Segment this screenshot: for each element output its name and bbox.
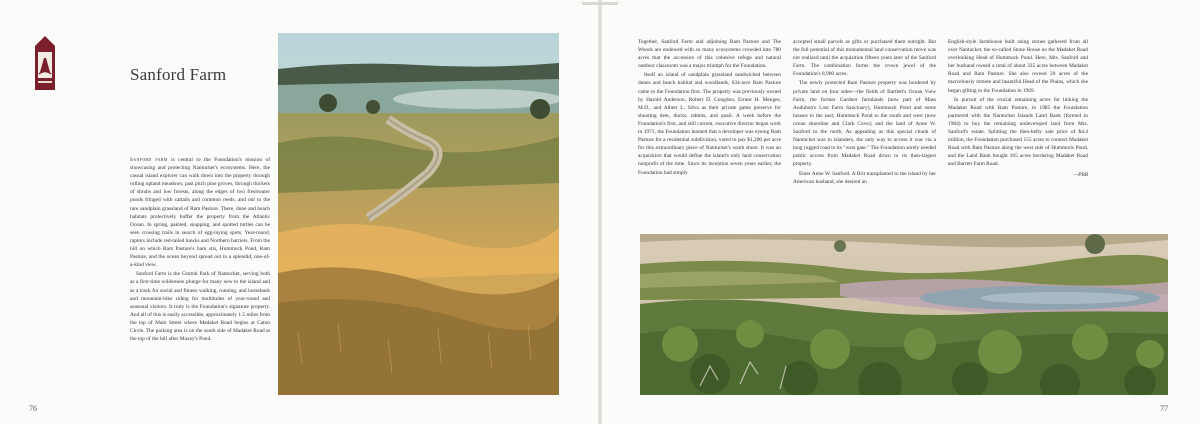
paragraph: Together, Sanford Farm and adjoining Ram Pasture and The Woods are endowed with so many ecosystems crowded into 780 acres that the accession of this cohesive refuge and natural outdoor classroom was a major triumph for the Foundation. xyxy=(638,39,781,70)
right-text-column-2 xyxy=(793,38,936,187)
lighthouse-crest-icon xyxy=(34,36,56,92)
paragraph: Enter Anne W. Sanford. A Brit transplanted to the island by her American husband, she desired an xyxy=(793,170,936,185)
paragraph: The newly protected Ram Pasture property was bordered by private land on four sides—the fields of Bartlett's Ocean View Farm, the former Gardner farmlands (now part of Mass Audubon's Lost Farm Sanctuary), Hummock Pond and some houses to the east; Hummock Pond to the south and west (now ocean shoreline and Clark Cove); and the land of Anne W. Sanford to the north. As appealing as this special chunk of Nantucket was to islanders, the only way to access it was via a long rugged road to its "west gate." The Foundation sorely needed public access from Madaket Road down to its then-largest property. xyxy=(793,80,936,168)
page-number: 77 xyxy=(1160,404,1168,413)
paragraph: English-style farmhouse built using stones gathered from all over Nantucket, the so-called Stone House on the Madaket Road overlooking Head of Hummock Pond. Here, Mrs. Sanford and her husband owned a total of about 325 acres between Madaket Road and Ram Pasture. She also owned 20 acres of the marvelously remote and beautiful Head of the Plains, which she began gifting to the Foundation in 1969. xyxy=(948,39,1088,94)
sandplain-grassland-road-photo xyxy=(278,33,559,395)
top-binding-mark xyxy=(582,2,618,5)
author-initials: —PBB xyxy=(1073,171,1088,178)
pond-and-shrubland-panorama-photo xyxy=(640,234,1168,395)
paragraph: In pursuit of the crucial remaining acres for linking the Madaket Road with Ram Pasture, in 1985 the Foundation partnered with the Nantucket Islands Land Bank (formed in 1984) to buy the remaining undeveloped land from Mrs. Sanford's estate. Splitting the then-hefty sale price of $4.4 million, the Foundation purchased 155 acres to connect Madaket Road with Ram Pasture along the west side of Hummock Pond, and the Land Bank bought 165 acres bordering Madaket Road and Barrett Farm Road. xyxy=(948,96,1088,168)
paragraph: accepted small parcels as gifts or purchased them outright. But the full potential of this monumental land conservation move was not realized until the acquisition fifteen years later of the Sanford Farm. The combination forms the crown jewel of the Foundation's 8,900 acres. xyxy=(793,39,936,78)
page-number: 76 xyxy=(29,404,37,413)
left-text-column xyxy=(130,156,270,344)
paragraph: Sanford Farm is the Central Park of Nantucket, serving both as a first-time wilderness plunge for many new to the island and as a track for social and fitness walking, running, and horseback and mountain-bike riding for multitudes of year-round and seasonal visitors. It truly is the Foundation's signature property. And all of this is easily accessible, approximately 1.5 miles from the top of Main Street where Madaket Road begins at Caton Circle. The parking area is on the south side of Madaket Road at the top of the hill after Maxey's Pond. xyxy=(130,271,270,343)
paragraph: Itself an island of sandplain grassland sandwiched between dunes and beach habitat and woodlands, 634-acre Ram Pasture came to the Foundation first. The property was previously owned by Harold Anderson, Robert D. Congdon, Ernest H. Menges, M.D., and Albert L. Silva as their private game preserve for shooting deer, ducks, rabbits, and quail. A week before the Foundation's first, and still current, executive director began work in 1971, the Foundation learned that a developer was eyeing Ram Pasture for a residential subdivision, voted to pay $1,200 per acre for this extraordinary piece of Nantucket's south shore. It was an acquisition that would define the island's only land conservation nonprofit of the time. Since its inception seven years earlier, the Foundation had simply xyxy=(638,72,781,176)
lead-in: Sanford farm xyxy=(130,157,168,163)
right-text-column-3 xyxy=(948,38,1088,179)
page-title: Sanford Farm xyxy=(130,65,227,84)
paragraph xyxy=(130,156,270,269)
paragraph-text: is central to the Foundation's mission of showcasing and protecting Nantucket's ecosystems. Here, the casual island explorer can walk down into the property through rolling upland meadows, past pitch pine groves, through thickets of shrubs and low forests, along the edges of two freshwater ponds fringed with cattails and common reeds, and out to the rare sandplain grassland of Ram Pasture. There, dune and beach habitats protectively buffer the property from the Atlantic Ocean. In spring, painted, snapping, and spotted turtles can be seen crossing trails in search of egg-laying spots. Year-round, raptors include red-tailed hawks and Northern harriers. From the hill on which Ram Pasture's barn sits, Hummock Pond, Ram Pasture, and the ocean beyond spread out in a splendid, one-of-a-kind view. xyxy=(130,157,270,269)
right-text-column-1 xyxy=(638,38,781,178)
gutter xyxy=(598,0,602,424)
